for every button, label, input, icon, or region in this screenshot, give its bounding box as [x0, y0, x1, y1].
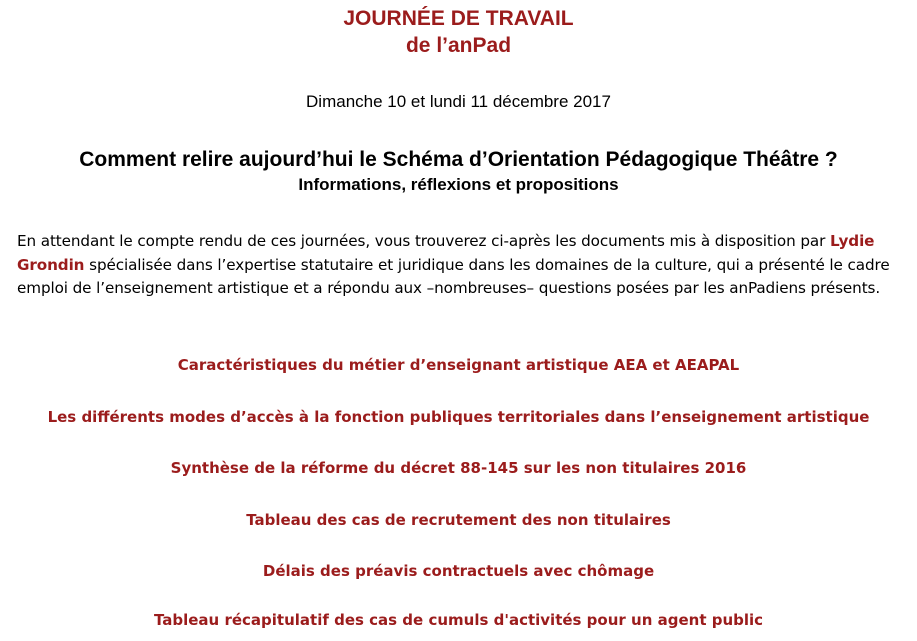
event-date: Dimanche 10 et lundi 11 décembre 2017: [306, 92, 611, 111]
speaker-name: Lydie Grondin: [17, 232, 875, 274]
document-link-delais-preavis[interactable]: Délais des préavis contractuels avec chômage: [262, 562, 655, 580]
event-title: JOURNÉE DE TRAVAIL: [343, 7, 574, 30]
event-organizer: de l’anPad: [405, 34, 512, 57]
main-heading: Comment relire aujourd’hui le Schéma d’Orientation Pédagogique Théâtre ?: [79, 148, 838, 171]
intro-text-end: spécialisée dans l’expertise statutaire et juridique dans les domaines de la culture, qui a présenté le cadre emploi de l’enseignement artistique et a répondu aux –nombreuses– questions posées par les anPadiens présents.: [17, 255, 890, 297]
document-link-synthese-reforme[interactable]: Synthèse de la réforme du décret 88-145 sur les non titulaires 2016: [170, 459, 747, 477]
intro-text-start: En attendant le compte rendu de ces journées, vous trouverez ci-après les documents mis à disposition par: [17, 232, 830, 250]
sub-heading: Informations, réflexions et propositions: [298, 175, 619, 194]
document-link-caracteristiques[interactable]: Caractéristiques du métier d’enseignant artistique AEA et AEAPAL: [177, 356, 740, 374]
document-link-tableau-recrutement[interactable]: Tableau des cas de recrutement des non titulaires: [246, 511, 671, 529]
document-link-cumuls-activites[interactable]: Tableau récapitulatif des cas de cumuls d'activités pour un agent public: [153, 611, 764, 629]
intro-paragraph: [17, 230, 907, 301]
document-link-modes-acces[interactable]: Les différents modes d’accès à la fonction publiques territoriales dans l’enseignement artistique: [47, 408, 870, 426]
